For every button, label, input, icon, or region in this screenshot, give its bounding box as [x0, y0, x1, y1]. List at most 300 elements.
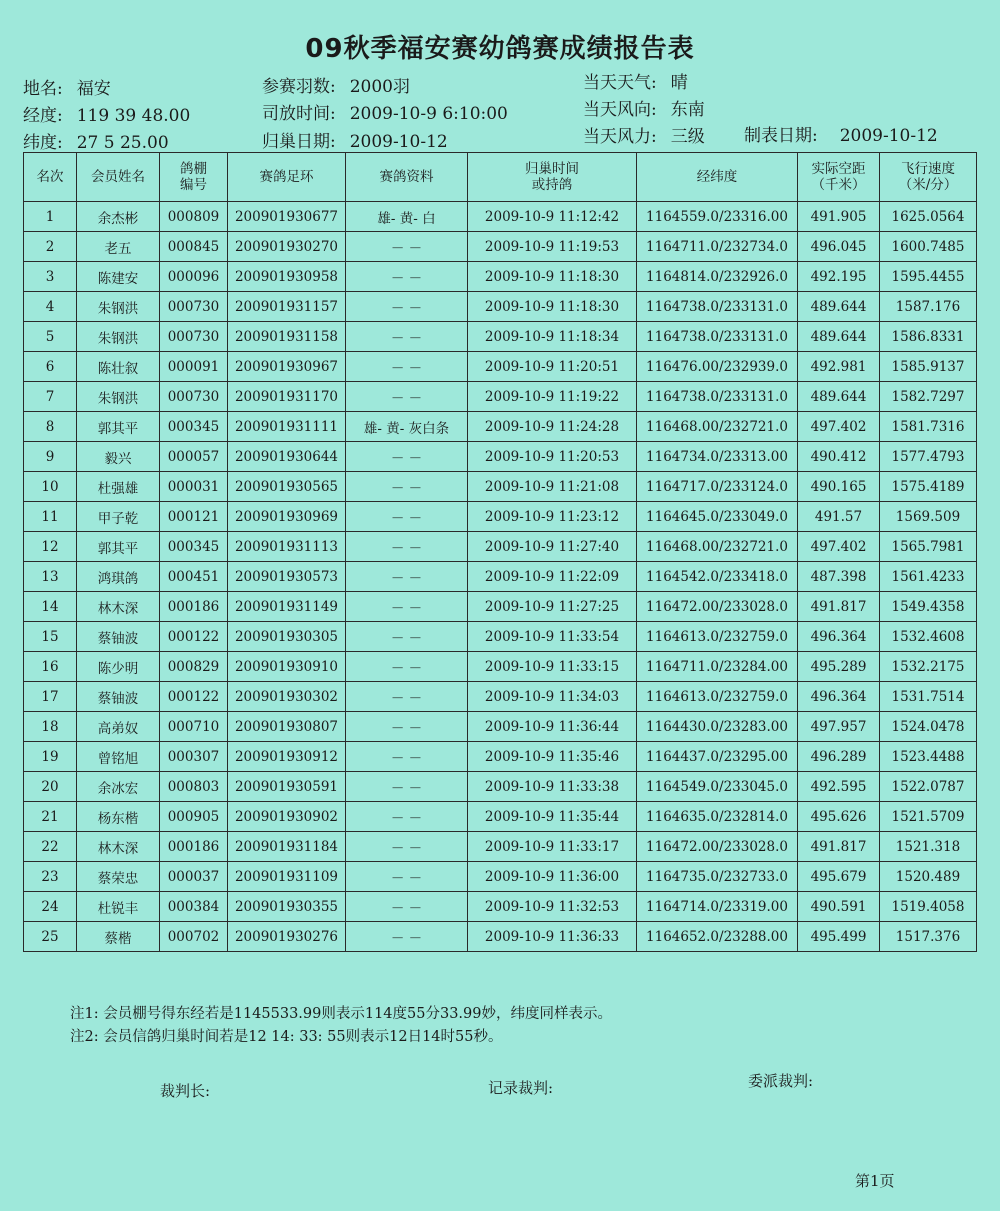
cell-rank: 19: [24, 742, 77, 772]
meta-return: [262, 127, 448, 152]
meta-release-value: 2009-10-9 6:10:00: [349, 104, 508, 124]
cell-distance: 496.045: [798, 232, 880, 262]
cell-speed: 1517.376: [880, 922, 977, 952]
meta-release-label: 司放时间:: [262, 104, 336, 124]
cell-speed: 1520.489: [880, 862, 977, 892]
meta-location-label: 地名:: [23, 79, 63, 99]
cell-ring-number: 200901930270: [228, 232, 346, 262]
meta-wind-force-label: 当天风力:: [583, 127, 657, 147]
cell-loft-number: 000384: [160, 892, 228, 922]
cell-member-name: 郭其平: [77, 412, 160, 442]
cell-ring-number: 200901930591: [228, 772, 346, 802]
cell-arrival-time: 2009-10-9 11:35:46: [468, 742, 637, 772]
cell-coordinates: 1164652.0/23288.00: [637, 922, 798, 952]
cell-loft-number: 000845: [160, 232, 228, 262]
cell-arrival-time: 2009-10-9 11:22:09: [468, 562, 637, 592]
cell-pigeon-info: － －: [346, 652, 468, 682]
cell-distance: 490.591: [798, 892, 880, 922]
cell-speed: 1582.7297: [880, 382, 977, 412]
meta-latitude: [23, 128, 169, 153]
cell-rank: 21: [24, 802, 77, 832]
cell-speed: 1524.0478: [880, 712, 977, 742]
cell-arrival-time: 2009-10-9 11:20:53: [468, 442, 637, 472]
cell-arrival-time: 2009-10-9 11:36:44: [468, 712, 637, 742]
table-row: [24, 532, 977, 562]
meta-location-value: 福安: [76, 79, 111, 99]
cell-member-name: 林木深: [77, 592, 160, 622]
table-row: [24, 652, 977, 682]
cell-distance: 496.289: [798, 742, 880, 772]
cell-distance: 495.289: [798, 652, 880, 682]
meta-made-date: [744, 121, 938, 146]
results-table-body: [24, 202, 977, 952]
cell-member-name: 杨东楷: [77, 802, 160, 832]
cell-rank: 4: [24, 292, 77, 322]
header-member-name: 会员姓名: [77, 153, 160, 202]
cell-coordinates: 1164738.0/233131.0: [637, 322, 798, 352]
cell-rank: 17: [24, 682, 77, 712]
cell-loft-number: 000031: [160, 472, 228, 502]
cell-coordinates: 1164814.0/232926.0: [637, 262, 798, 292]
cell-pigeon-info: － －: [346, 472, 468, 502]
cell-distance: 492.195: [798, 262, 880, 292]
cell-ring-number: 200901931111: [228, 412, 346, 442]
cell-speed: 1585.9137: [880, 352, 977, 382]
cell-arrival-time: 2009-10-9 11:36:33: [468, 922, 637, 952]
cell-arrival-time: 2009-10-9 11:12:42: [468, 202, 637, 232]
cell-rank: 18: [24, 712, 77, 742]
cell-coordinates: 116472.00/233028.0: [637, 592, 798, 622]
cell-loft-number: 000702: [160, 922, 228, 952]
cell-rank: 2: [24, 232, 77, 262]
cell-coordinates: 116472.00/233028.0: [637, 832, 798, 862]
cell-speed: 1581.7316: [880, 412, 977, 442]
cell-distance: 491.817: [798, 832, 880, 862]
cell-arrival-time: 2009-10-9 11:32:53: [468, 892, 637, 922]
cell-arrival-time: 2009-10-9 11:23:12: [468, 502, 637, 532]
cell-distance: 490.412: [798, 442, 880, 472]
cell-loft-number: 000186: [160, 832, 228, 862]
cell-member-name: 朱钢洪: [77, 382, 160, 412]
cell-distance: 491.817: [798, 592, 880, 622]
cell-speed: 1532.4608: [880, 622, 977, 652]
cell-pigeon-info: － －: [346, 922, 468, 952]
header-loft-number: 鸽棚 编号: [160, 153, 228, 202]
cell-rank: 13: [24, 562, 77, 592]
cell-ring-number: 200901930969: [228, 502, 346, 532]
meta-release: [262, 99, 508, 124]
results-table: [23, 152, 977, 952]
cell-rank: 3: [24, 262, 77, 292]
cell-rank: 1: [24, 202, 77, 232]
recorder-signature: 记录裁判:: [488, 1079, 554, 1097]
cell-member-name: 朱钢洪: [77, 292, 160, 322]
meta-return-label: 归巢日期:: [262, 132, 336, 152]
cell-rank: 8: [24, 412, 77, 442]
cell-arrival-time: 2009-10-9 11:33:54: [468, 622, 637, 652]
table-row: [24, 922, 977, 952]
cell-rank: 14: [24, 592, 77, 622]
cell-distance: 490.165: [798, 472, 880, 502]
meta-wind-force: [583, 122, 705, 147]
cell-member-name: 朱钢洪: [77, 322, 160, 352]
header-ring-number: 赛鸽足环: [228, 153, 346, 202]
meta-weather-label: 当天天气:: [583, 73, 657, 93]
cell-rank: 9: [24, 442, 77, 472]
table-row: [24, 202, 977, 232]
cell-member-name: 高弟奴: [77, 712, 160, 742]
table-row: [24, 232, 977, 262]
cell-pigeon-info: － －: [346, 232, 468, 262]
cell-rank: 23: [24, 862, 77, 892]
cell-ring-number: 200901930677: [228, 202, 346, 232]
cell-speed: 1549.4358: [880, 592, 977, 622]
header-speed: 飞行速度 （米/分）: [880, 153, 977, 202]
cell-speed: 1565.7981: [880, 532, 977, 562]
cell-speed: 1600.7485: [880, 232, 977, 262]
cell-arrival-time: 2009-10-9 11:33:17: [468, 832, 637, 862]
chief-judge-signature: 裁判长:: [160, 1082, 211, 1100]
header-pigeon-info: 赛鸽资料: [346, 153, 468, 202]
cell-distance: 497.402: [798, 532, 880, 562]
meta-wind-direction-label: 当天风向:: [583, 100, 657, 120]
cell-rank: 7: [24, 382, 77, 412]
cell-coordinates: 116468.00/232721.0: [637, 532, 798, 562]
cell-arrival-time: 2009-10-9 11:33:38: [468, 772, 637, 802]
cell-pigeon-info: － －: [346, 562, 468, 592]
table-row: [24, 472, 977, 502]
cell-member-name: 杜强雄: [77, 472, 160, 502]
cell-ring-number: 200901930912: [228, 742, 346, 772]
table-row: [24, 892, 977, 922]
cell-pigeon-info: － －: [346, 832, 468, 862]
cell-pigeon-info: － －: [346, 892, 468, 922]
cell-rank: 20: [24, 772, 77, 802]
cell-arrival-time: 2009-10-9 11:18:34: [468, 322, 637, 352]
cell-rank: 11: [24, 502, 77, 532]
cell-speed: 1595.4455: [880, 262, 977, 292]
cell-ring-number: 200901930565: [228, 472, 346, 502]
meta-wind-direction: [583, 95, 705, 120]
cell-pigeon-info: － －: [346, 292, 468, 322]
cell-pigeon-info: － －: [346, 592, 468, 622]
cell-pigeon-info: － －: [346, 322, 468, 352]
table-row: [24, 772, 977, 802]
cell-distance: 495.626: [798, 802, 880, 832]
table-row: [24, 262, 977, 292]
cell-loft-number: 000730: [160, 322, 228, 352]
meta-wind-direction-value: 东南: [670, 100, 705, 120]
cell-pigeon-info: － －: [346, 382, 468, 412]
cell-rank: 16: [24, 652, 77, 682]
table-row: [24, 712, 977, 742]
cell-pigeon-info: 雄- 黄- 白: [346, 202, 468, 232]
cell-member-name: 余冰宏: [77, 772, 160, 802]
cell-arrival-time: 2009-10-9 11:21:08: [468, 472, 637, 502]
footnote-2: 注2: 会员信鸽归巢时间若是12 14: 33: 55则表示12日14时55秒。: [70, 1029, 503, 1045]
cell-rank: 25: [24, 922, 77, 952]
table-row: [24, 442, 977, 472]
cell-member-name: 蔡铀波: [77, 622, 160, 652]
cell-coordinates: 1164738.0/233131.0: [637, 292, 798, 322]
cell-loft-number: 000122: [160, 622, 228, 652]
cell-ring-number: 200901930305: [228, 622, 346, 652]
cell-loft-number: 000122: [160, 682, 228, 712]
meta-latitude-label: 纬度:: [23, 133, 63, 153]
cell-ring-number: 200901931113: [228, 532, 346, 562]
cell-distance: 489.644: [798, 382, 880, 412]
footnote-1: 注1: 会员棚号得东经若是1145533.99则表示114度55分33.99妙，纬度同样表示。: [70, 1006, 612, 1022]
cell-ring-number: 200901931109: [228, 862, 346, 892]
cell-loft-number: 000057: [160, 442, 228, 472]
cell-arrival-time: 2009-10-9 11:19:22: [468, 382, 637, 412]
cell-coordinates: 1164735.0/232733.0: [637, 862, 798, 892]
meta-made-date-value: 2009-10-12: [839, 126, 938, 146]
cell-distance: 496.364: [798, 682, 880, 712]
cell-coordinates: 1164635.0/232814.0: [637, 802, 798, 832]
cell-ring-number: 200901931157: [228, 292, 346, 322]
table-row: [24, 802, 977, 832]
cell-coordinates: 1164734.0/23313.00: [637, 442, 798, 472]
cell-member-name: 蔡铀波: [77, 682, 160, 712]
table-row: [24, 682, 977, 712]
cell-ring-number: 200901930967: [228, 352, 346, 382]
cell-loft-number: 000037: [160, 862, 228, 892]
cell-member-name: 陈少明: [77, 652, 160, 682]
cell-distance: 495.679: [798, 862, 880, 892]
cell-arrival-time: 2009-10-9 11:18:30: [468, 262, 637, 292]
meta-entries-value: 2000羽: [349, 77, 410, 97]
cell-speed: 1625.0564: [880, 202, 977, 232]
appointed-judge-signature: 委派裁判:: [748, 1072, 814, 1090]
cell-pigeon-info: － －: [346, 622, 468, 652]
cell-ring-number: 200901930302: [228, 682, 346, 712]
table-row: [24, 862, 977, 892]
cell-ring-number: 200901930355: [228, 892, 346, 922]
cell-coordinates: 1164714.0/23319.00: [637, 892, 798, 922]
cell-member-name: 杜锐丰: [77, 892, 160, 922]
table-row: [24, 562, 977, 592]
cell-member-name: 陈建安: [77, 262, 160, 292]
cell-arrival-time: 2009-10-9 11:34:03: [468, 682, 637, 712]
cell-pigeon-info: － －: [346, 352, 468, 382]
cell-arrival-time: 2009-10-9 11:33:15: [468, 652, 637, 682]
cell-distance: 489.644: [798, 292, 880, 322]
cell-coordinates: 1164430.0/23283.00: [637, 712, 798, 742]
table-row: [24, 502, 977, 532]
cell-loft-number: 000096: [160, 262, 228, 292]
meta-return-value: 2009-10-12: [349, 132, 448, 152]
results-table-header: [24, 153, 977, 202]
cell-ring-number: 200901931149: [228, 592, 346, 622]
cell-distance: 497.402: [798, 412, 880, 442]
cell-member-name: 甲子乾: [77, 502, 160, 532]
cell-distance: 491.905: [798, 202, 880, 232]
cell-arrival-time: 2009-10-9 11:27:40: [468, 532, 637, 562]
cell-loft-number: 000451: [160, 562, 228, 592]
meta-longitude-value: 119 39 48.00: [76, 106, 191, 126]
cell-speed: 1575.4189: [880, 472, 977, 502]
cell-rank: 24: [24, 892, 77, 922]
cell-loft-number: 000809: [160, 202, 228, 232]
cell-ring-number: 200901930276: [228, 922, 346, 952]
cell-member-name: 林木深: [77, 832, 160, 862]
meta-wind-force-value: 三级: [670, 127, 705, 147]
cell-pigeon-info: － －: [346, 262, 468, 292]
table-row: [24, 742, 977, 772]
meta-weather: [583, 68, 688, 93]
table-row: [24, 412, 977, 442]
meta-latitude-value: 27 5 25.00: [76, 133, 169, 153]
cell-coordinates: 1164645.0/233049.0: [637, 502, 798, 532]
header-distance: 实际空距 （千米）: [798, 153, 880, 202]
cell-rank: 10: [24, 472, 77, 502]
cell-pigeon-info: － －: [346, 682, 468, 712]
cell-distance: 497.957: [798, 712, 880, 742]
cell-coordinates: 1164437.0/23295.00: [637, 742, 798, 772]
cell-pigeon-info: － －: [346, 742, 468, 772]
cell-ring-number: 200901931184: [228, 832, 346, 862]
cell-coordinates: 1164613.0/232759.0: [637, 622, 798, 652]
cell-arrival-time: 2009-10-9 11:20:51: [468, 352, 637, 382]
cell-arrival-time: 2009-10-9 11:24:28: [468, 412, 637, 442]
cell-coordinates: 1164711.0/23284.00: [637, 652, 798, 682]
cell-arrival-time: 2009-10-9 11:19:53: [468, 232, 637, 262]
cell-member-name: 陈壮叙: [77, 352, 160, 382]
cell-speed: 1532.2175: [880, 652, 977, 682]
cell-loft-number: 000905: [160, 802, 228, 832]
cell-pigeon-info: － －: [346, 772, 468, 802]
cell-loft-number: 000710: [160, 712, 228, 742]
cell-rank: 15: [24, 622, 77, 652]
cell-arrival-time: 2009-10-9 11:27:25: [468, 592, 637, 622]
page-number: 第1页: [855, 1172, 895, 1190]
cell-speed: 1569.509: [880, 502, 977, 532]
cell-speed: 1577.4793: [880, 442, 977, 472]
meta-location: [23, 74, 111, 99]
cell-distance: 489.644: [798, 322, 880, 352]
cell-coordinates: 116468.00/232721.0: [637, 412, 798, 442]
meta-made-date-label: 制表日期:: [744, 126, 818, 146]
cell-member-name: 老五: [77, 232, 160, 262]
cell-loft-number: 000121: [160, 502, 228, 532]
cell-ring-number: 200901931170: [228, 382, 346, 412]
table-row: [24, 322, 977, 352]
cell-loft-number: 000307: [160, 742, 228, 772]
cell-coordinates: 1164549.0/233045.0: [637, 772, 798, 802]
cell-distance: 487.398: [798, 562, 880, 592]
cell-member-name: 毅兴: [77, 442, 160, 472]
header-rank: 名次: [24, 153, 77, 202]
cell-coordinates: 1164542.0/233418.0: [637, 562, 798, 592]
cell-rank: 12: [24, 532, 77, 562]
cell-distance: 495.499: [798, 922, 880, 952]
cell-coordinates: 1164738.0/233131.0: [637, 382, 798, 412]
cell-rank: 5: [24, 322, 77, 352]
cell-pigeon-info: － －: [346, 532, 468, 562]
meta-longitude: [23, 101, 190, 126]
cell-ring-number: 200901931158: [228, 322, 346, 352]
table-row: [24, 832, 977, 862]
cell-ring-number: 200901930902: [228, 802, 346, 832]
cell-speed: 1586.8331: [880, 322, 977, 352]
header-arrival-time: 归巢时间 或持鸽: [468, 153, 637, 202]
cell-speed: 1531.7514: [880, 682, 977, 712]
cell-arrival-time: 2009-10-9 11:36:00: [468, 862, 637, 892]
meta-longitude-label: 经度:: [23, 106, 63, 126]
table-row: [24, 292, 977, 322]
cell-pigeon-info: 雄- 黄- 灰白条: [346, 412, 468, 442]
cell-ring-number: 200901930910: [228, 652, 346, 682]
cell-distance: 491.57: [798, 502, 880, 532]
cell-pigeon-info: － －: [346, 502, 468, 532]
cell-ring-number: 200901930958: [228, 262, 346, 292]
cell-loft-number: 000730: [160, 292, 228, 322]
meta-entries-label: 参赛羽数:: [262, 77, 336, 97]
cell-speed: 1519.4058: [880, 892, 977, 922]
cell-loft-number: 000730: [160, 382, 228, 412]
cell-rank: 6: [24, 352, 77, 382]
header-row: [24, 153, 977, 202]
cell-pigeon-info: － －: [346, 712, 468, 742]
table-row: [24, 592, 977, 622]
cell-speed: 1587.176: [880, 292, 977, 322]
cell-arrival-time: 2009-10-9 11:18:30: [468, 292, 637, 322]
cell-loft-number: 000345: [160, 412, 228, 442]
cell-speed: 1522.0787: [880, 772, 977, 802]
table-row: [24, 352, 977, 382]
cell-speed: 1521.318: [880, 832, 977, 862]
cell-loft-number: 000829: [160, 652, 228, 682]
cell-ring-number: 200901930807: [228, 712, 346, 742]
cell-speed: 1521.5709: [880, 802, 977, 832]
cell-member-name: 鸿琪鸽: [77, 562, 160, 592]
table-row: [24, 382, 977, 412]
meta-weather-value: 晴: [670, 73, 688, 93]
header-coordinates: 经纬度: [637, 153, 798, 202]
cell-arrival-time: 2009-10-9 11:35:44: [468, 802, 637, 832]
cell-ring-number: 200901930644: [228, 442, 346, 472]
cell-member-name: 蔡荣忠: [77, 862, 160, 892]
table-row: [24, 622, 977, 652]
cell-member-name: 曾铭旭: [77, 742, 160, 772]
cell-pigeon-info: － －: [346, 442, 468, 472]
cell-member-name: 蔡楷: [77, 922, 160, 952]
cell-distance: 492.981: [798, 352, 880, 382]
cell-rank: 22: [24, 832, 77, 862]
cell-coordinates: 116476.00/232939.0: [637, 352, 798, 382]
cell-speed: 1561.4233: [880, 562, 977, 592]
cell-coordinates: 1164559.0/23316.00: [637, 202, 798, 232]
cell-loft-number: 000345: [160, 532, 228, 562]
cell-distance: 492.595: [798, 772, 880, 802]
cell-speed: 1523.4488: [880, 742, 977, 772]
cell-member-name: 郭其平: [77, 532, 160, 562]
footnotes: [70, 1003, 612, 1049]
cell-member-name: 余杰彬: [77, 202, 160, 232]
cell-pigeon-info: － －: [346, 862, 468, 892]
cell-pigeon-info: － －: [346, 802, 468, 832]
cell-loft-number: 000803: [160, 772, 228, 802]
meta-entries: [262, 72, 410, 97]
cell-coordinates: 1164717.0/233124.0: [637, 472, 798, 502]
cell-loft-number: 000186: [160, 592, 228, 622]
cell-ring-number: 200901930573: [228, 562, 346, 592]
page-title: 09秋季福安赛幼鸽赛成绩报告表: [305, 34, 695, 64]
cell-distance: 496.364: [798, 622, 880, 652]
cell-coordinates: 1164711.0/232734.0: [637, 232, 798, 262]
cell-coordinates: 1164613.0/232759.0: [637, 682, 798, 712]
